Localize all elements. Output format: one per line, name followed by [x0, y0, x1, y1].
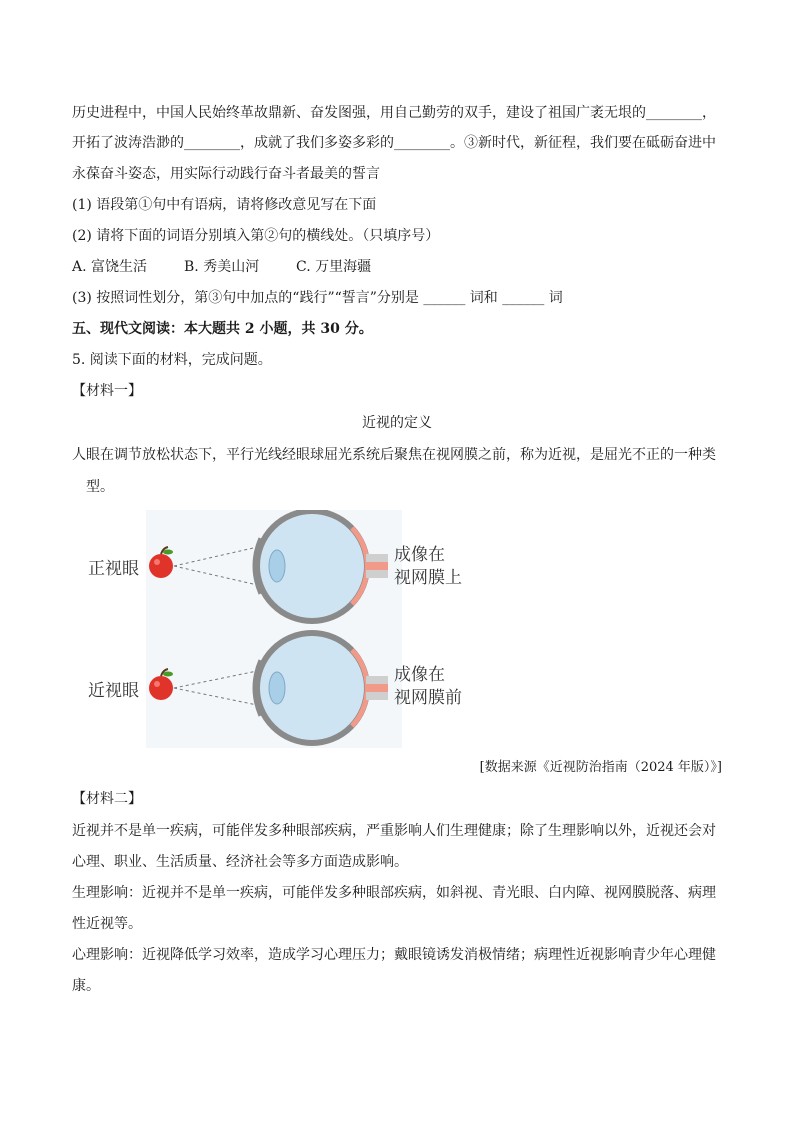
question-2: (2) 请将下面的词语分别填入第②句的横线处。（只填序号） [72, 228, 440, 244]
material-2-label: 【材料二】 [72, 791, 142, 807]
option-a: A. 富饶生活 [72, 259, 148, 275]
options-row [72, 257, 371, 277]
eye-diagram [82, 510, 502, 748]
myopia-eye-label: 近视眼 [88, 681, 139, 701]
option-c: C. 万里海疆 [296, 259, 372, 275]
paragraph-line: 永葆奋斗姿态，用实际行动践行奋斗者最美的誓言 [72, 166, 380, 182]
question-3: (3) 按照词性划分，第③句中加点的“践行”“誓言”分别是 ______ 词和 ______ 词 [72, 290, 563, 306]
normal-eye-label: 正视眼 [88, 559, 139, 579]
paragraph-line: 型。 [86, 479, 114, 495]
normal-result-line1: 成像在 [394, 545, 445, 565]
paragraph-line: 近视并不是单一疾病，可能伴发多种眼部疾病，严重影响人们生理健康；除了生理影响以外，近视还会对 [72, 823, 716, 839]
data-source: [数据来源《近视防治指南（2024 年版）》] [479, 760, 722, 775]
material-1-title: 近视的定义 [362, 415, 432, 431]
task-instruction: 5. 阅读下面的材料，完成问题。 [72, 352, 272, 368]
paragraph-line: 康。 [72, 978, 100, 994]
paragraph-line: 人眼在调节放松状态下，平行光线经眼球屈光系统后聚焦在视网膜之前，称为近视，是屈光不正的一种类 [72, 447, 716, 463]
normal-result-line2: 视网膜上 [394, 568, 462, 588]
paragraph-line: 性近视等。 [72, 916, 142, 932]
paragraph-line: 历史进程中，中国人民始终革故鼎新、奋发图强，用自己勤劳的双手，建设了祖国广袤无垠的________， [72, 105, 716, 121]
paragraph-line: 开拓了波涛浩渺的________，成就了我们多姿多彩的________。③新时代，新征程，我们要在砥砺奋进中 [72, 135, 716, 151]
material-1-label: 【材料一】 [72, 383, 142, 399]
eye-diagram-svg [82, 510, 502, 748]
paragraph-line: 心理、职业、生活质量、经济社会等多方面造成影响。 [72, 854, 408, 870]
paragraph-line: 生理影响：近视并不是单一疾病，可能伴发多种眼部疾病，如斜视、青光眼、白内障、视网膜脱落、病理 [72, 885, 716, 901]
section-heading: 五、现代文阅读：本大题共 2 小题，共 30 分。 [72, 321, 373, 337]
question-1: (1) 语段第①句中有语病，请将修改意见写在下面 [72, 197, 377, 213]
myopia-result-line2: 视网膜前 [394, 688, 462, 708]
paragraph-line: 心理影响：近视降低学习效率，造成学习心理压力；戴眼镜诱发消极情绪；病理性近视影响青少年心理健 [72, 947, 716, 963]
myopia-result-line1: 成像在 [394, 665, 445, 685]
option-b: B. 秀美山河 [184, 259, 260, 275]
